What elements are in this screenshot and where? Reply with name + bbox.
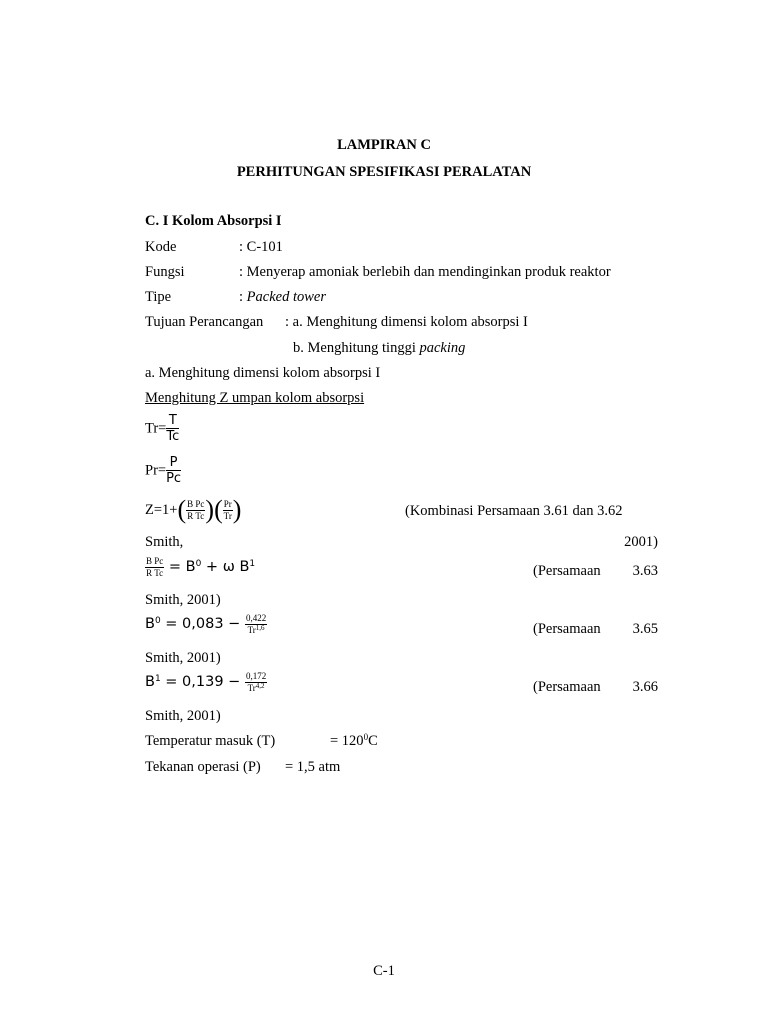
equation-b0-reference: (Persamaan <box>533 621 601 637</box>
equation-b-relation-reference: (Persamaan <box>533 563 601 579</box>
section-heading: C. I Kolom Absorpsi I <box>145 213 282 229</box>
equation-z-reference-year: 2001) <box>624 534 658 550</box>
spec-fungsi-value: : Menyerap amoniak berlebih dan mendinginkan produk reaktor <box>239 264 611 280</box>
step-a-text: a. Menghitung dimensi kolom absorpsi I <box>145 365 381 381</box>
equation-pr: Pr= $\frac{P}{Pc}$ <box>145 455 182 486</box>
page-title: LAMPIRAN C <box>337 137 431 153</box>
sub-heading: Menghitung Z umpan kolom absorpsi <box>145 390 365 406</box>
spec-kode-value: : C-101 <box>239 239 283 255</box>
page-number: C-1 <box>373 963 395 979</box>
equation-b1-source: Smith, 2001) <box>145 708 221 724</box>
equation-tr: Tr= $\frac{T}{Tc}$ <box>145 413 180 444</box>
equation-b1-reference: (Persamaan <box>533 679 601 695</box>
equation-z: Z=1+( $\frac{\text{B Pc}}{\text{R Tc}}$ )( $\frac{Pr}{Tr}$ ) <box>145 495 242 524</box>
pressure-value: = 1,5 atm <box>285 759 341 775</box>
spec-kode-label: Kode <box>145 239 177 255</box>
temperature-value: = $120^0C$ <box>330 732 378 749</box>
tujuan-item-b: b. Menghitung tinggi packing <box>293 340 466 356</box>
spec-fungsi-label: Fungsi <box>145 264 185 280</box>
spec-tipe-value: : Packed tower <box>239 289 326 305</box>
equation-b0: $B^0 = 0,083$ − $\frac{0,422}{Tr^{1,6}}$ <box>145 613 267 635</box>
equation-b0-source: Smith, 2001) <box>145 650 221 666</box>
equation-z-reference: (Kombinasi Persamaan 3.61 dan 3.62 <box>405 503 623 519</box>
equation-b1-number: 3.66 <box>632 679 658 695</box>
equation-b-relation-number: 3.63 <box>632 563 658 579</box>
equation-b0-number: 3.65 <box>632 621 658 637</box>
temperature-label: Temperatur masuk (T) <box>145 733 276 749</box>
equation-z-reference-cont: Smith, <box>145 534 184 550</box>
pressure-label: Tekanan operasi (P) <box>145 759 261 775</box>
spec-tipe-label: Tipe <box>145 289 172 305</box>
equation-b1: $B^1 = 0,139$ − $\frac{0,172}{Tr^{4,2}}$ <box>145 671 267 693</box>
equation-b-relation: $\frac{\text{B Pc}}{\text{R Tc}}$ = $B^0 + \omega$ $B^1$ <box>146 556 256 578</box>
page-subtitle: PERHITUNGAN SPESIFIKASI PERALATAN <box>236 164 532 180</box>
tujuan-item-a: : a. Menghitung dimensi kolom absorpsi I <box>285 314 528 330</box>
equation-b-relation-source: Smith, 2001) <box>145 592 221 608</box>
tujuan-label: Tujuan Perancangan <box>145 314 264 330</box>
